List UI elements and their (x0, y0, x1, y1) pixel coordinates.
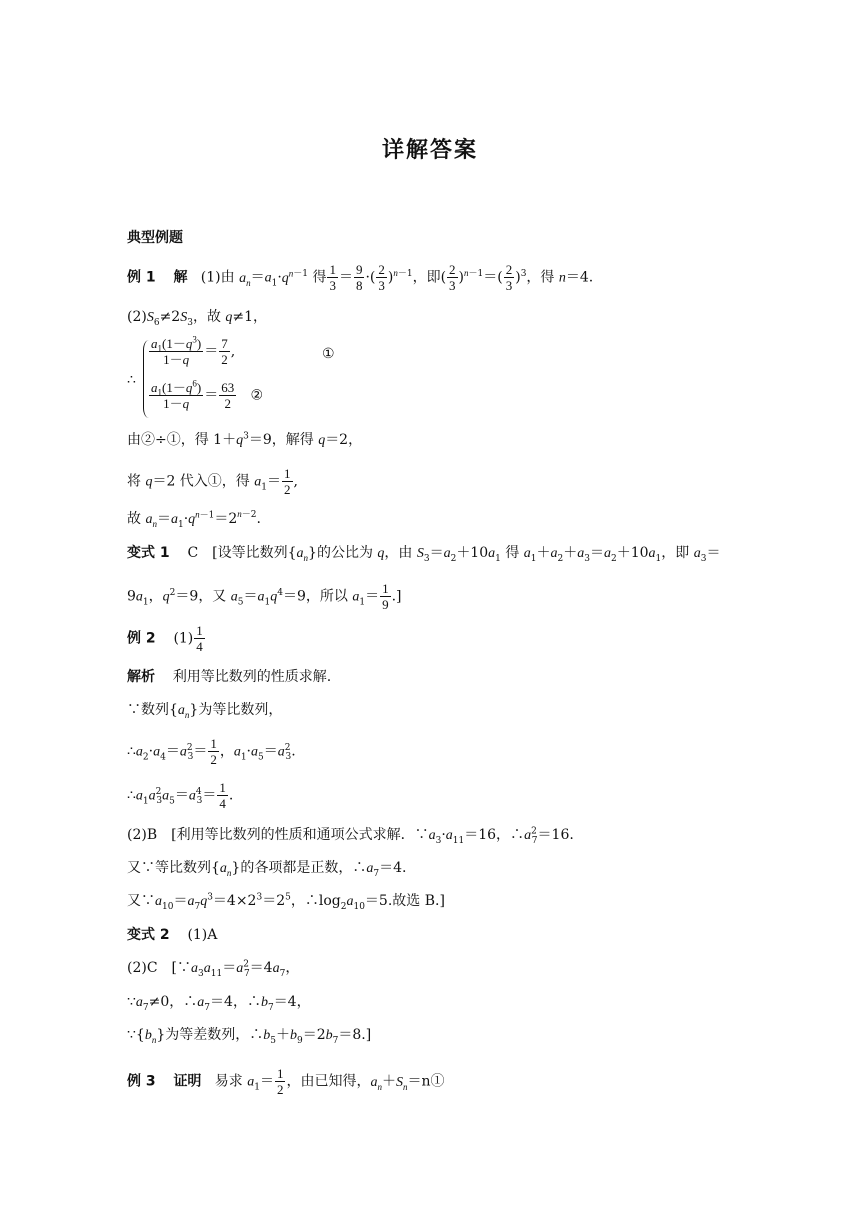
part-2-line: $(2)S_6\ne 2S_3$，故 q≠1， (127, 309, 268, 328)
example-2-line: 例 2 (1) $\frac{1}{4}$ (127, 623, 203, 654)
example-3-label: 例 3 (127, 1073, 156, 1090)
variant-2-line: 变式 2 (1)A (127, 927, 218, 943)
nonzero-line: $\because a_7\ne 0$，$\therefore a_7=4$，$\therefore b_7=4$， (127, 994, 311, 1013)
variant-2-label: 变式 2 (127, 927, 170, 943)
variant-1-line-2: $9a_1$，$q^2=9$，又 $a_5=a_1q^4=9$，所以 $a_1=$ $\frac{1}{9}$ .] (127, 581, 402, 612)
equation-1: $\frac{a_1(1-q^3)}{1-q}$ ＝ $\frac{7}{2}$ , ① (151, 334, 335, 367)
division-line: 由②÷①，得 $1+q^3=9$，解得 q＝2， (127, 431, 363, 448)
example-3-line: 例 3 证明 易求 $a_1=$ $\frac{1}{2}$ ，由已知得，$a_n+S_n=n①$ (127, 1066, 445, 1097)
variant-1-line: 变式 1 C [设等比数列$\{a_n\}$的公比为 q，由 $S_3=a_2+10a_1$ 得 $a_1+a_2+a_3=a_2+10a_1$，即 $a_3=$ (127, 545, 721, 564)
variant-1-label: 变式 1 (127, 545, 170, 561)
result-line: 故 $a_n=a_1\cdot q^{n-1}=2^{n-2}$. (127, 509, 261, 530)
solve-label: 解 (173, 269, 188, 286)
product-line-2: $\therefore a_1a^2_3a_5=a^4_3=$ $\frac{1}{4}$ . (127, 780, 234, 811)
product-line-1: $\therefore a_2\cdot a_4=a^2_3=$ $\frac{1}{2}$ ，$a_1\cdot a_5=a^2_3$. (127, 736, 296, 767)
equation-2: $\frac{a_1(1-q^6)}{1-q}$ ＝ $\frac{63}{2}$ ② (151, 378, 264, 411)
therefore-symbol: ∴ (127, 372, 136, 388)
analysis-label: 解析 (127, 669, 155, 685)
log-line: 又$\because a_{10}=a_7q^3=4\times 2^3=2^5$，$\therefore\log_2a_{10}=5$.故选 B.] (127, 892, 445, 912)
positive-terms-line: 又∵等比数列$\{a_n\}$的各项都是正数，$\therefore a_7=4$. (127, 860, 407, 879)
example-1-label: 例 1 (127, 269, 156, 286)
arithmetic-line: $\because\{b_n\}$为等差数列，$\therefore b_5+b_9=2b_7=8$.] (127, 1027, 372, 1046)
example-2-label: 例 2 (127, 630, 156, 647)
variant-2-part-2-line: (2)C [$\because a_3a_{11}=a^2_7=4a_7$， (127, 959, 300, 979)
proof-label: 证明 (173, 1073, 202, 1090)
analysis-line: 解析 利用等比数列的性质求解. (127, 669, 332, 685)
page-title: 详解答案 (381, 138, 478, 163)
equation-1-marker: ① (322, 346, 335, 362)
section-heading: 典型例题 (127, 230, 183, 246)
substitute-line: 将 q＝2 代入①，得 $a_1=$ $\frac{1}{2}$ , (127, 466, 298, 497)
example-2-part-2-line: (2)B [利用等比数列的性质和通项公式求解．$\because a_3\cdot a_{11}=16$，$\therefore a^2_7=16$. (127, 826, 574, 846)
since-sequence-line: ∵数列$\{a_n\}$为等比数列， (127, 702, 283, 720)
equation-2-marker: ② (250, 387, 264, 404)
example-1-line: 例 1 解 (1)由 $a_n=a_1\cdot q^{n-1}$ 得 $\frac{1}{3}$ ＝ $\frac{9}{8}$ ·( $\frac{2}{3}$ )$^{n-1}$，即( $\frac{2}{3}$ )$^{n-1}$＝( $\frac{2}{3}$ )$^3$，得 n＝4. (127, 262, 594, 293)
